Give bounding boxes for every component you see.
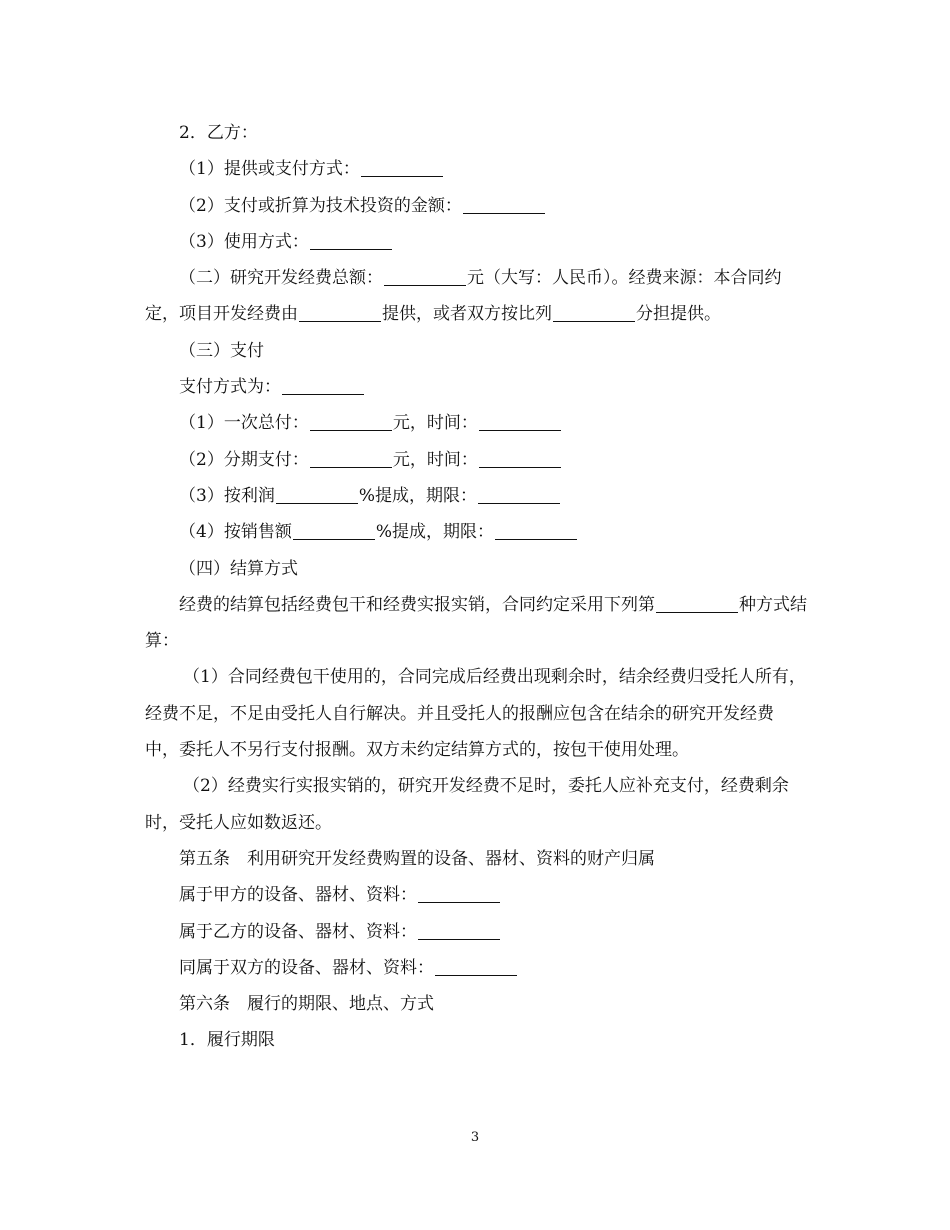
paragraph-text: （四）结算方式 bbox=[179, 558, 298, 579]
fill-in-blank bbox=[418, 922, 500, 940]
paragraph-text: 支付方式为： bbox=[179, 377, 281, 398]
paragraph-text: 元，时间： bbox=[392, 449, 478, 470]
fill-in-blank bbox=[293, 522, 375, 540]
paragraph-text: 种方式结算： bbox=[145, 594, 807, 652]
paragraph-l20 bbox=[145, 986, 807, 1022]
fill-in-blank bbox=[418, 885, 500, 903]
fill-in-blank bbox=[495, 522, 577, 540]
paragraph-text: （2）分期支付： bbox=[179, 449, 309, 470]
paragraph-text: 元，时间： bbox=[392, 413, 478, 434]
paragraph-l6 bbox=[145, 333, 807, 369]
paragraph-l15 bbox=[145, 768, 807, 841]
paragraph-text: （1）一次总付： bbox=[179, 413, 309, 434]
paragraph-text: 第六条 履行的期限、地点、方式 bbox=[179, 994, 434, 1015]
paragraph-l12 bbox=[145, 551, 807, 587]
paragraph-l16 bbox=[145, 841, 807, 877]
paragraph-l5 bbox=[145, 260, 807, 333]
paragraph-l7 bbox=[145, 369, 807, 405]
fill-in-blank bbox=[384, 268, 466, 286]
paragraph-l11 bbox=[145, 514, 807, 550]
fill-in-blank bbox=[656, 595, 738, 613]
page-number: 3 bbox=[470, 1130, 480, 1145]
fill-in-blank bbox=[435, 958, 517, 976]
paragraph-text: 分担提供。 bbox=[636, 304, 721, 325]
fill-in-blank bbox=[479, 413, 561, 431]
paragraph-text: （二）研究开发经费总额： bbox=[179, 268, 383, 289]
paragraph-text: 第五条 利用研究开发经费购置的设备、器材、资料的财产归属 bbox=[179, 848, 655, 869]
paragraph-text: 元（大写：人民币）。经费来源：本合同约定，项目开发经费由 bbox=[145, 268, 782, 325]
paragraph-l13 bbox=[145, 587, 807, 660]
paragraph-text: %提成，期限： bbox=[375, 522, 494, 543]
paragraph-text: （三）支付 bbox=[179, 340, 264, 361]
paragraph-text: （2）经费实行实报实销的，研究开发经费不足时，委托人应补充支付，经费剩余时，受托人应如数返还。 bbox=[145, 776, 789, 833]
paragraph-text: （4）按销售额 bbox=[179, 522, 292, 543]
paragraph-text: （3）按利润 bbox=[179, 485, 275, 506]
paragraph-l4 bbox=[145, 224, 807, 260]
paragraph-l10 bbox=[145, 478, 807, 514]
paragraph-l2 bbox=[145, 151, 807, 187]
fill-in-blank bbox=[463, 196, 545, 214]
paragraph-text: 属于甲方的设备、器材、资料： bbox=[179, 885, 417, 906]
paragraph-text: （3）使用方式： bbox=[179, 231, 309, 252]
fill-in-blank bbox=[299, 304, 381, 322]
paragraph-text: %提成，期限： bbox=[358, 485, 477, 506]
paragraph-text: （1）提供或支付方式： bbox=[179, 159, 360, 180]
paragraph-l21 bbox=[145, 1022, 807, 1058]
paragraph-text: 属于乙方的设备、器材、资料： bbox=[179, 921, 417, 942]
paragraph-text: 提供，或者双方按比列 bbox=[382, 304, 552, 325]
paragraph-l17 bbox=[145, 877, 807, 913]
paragraph-l18 bbox=[145, 914, 807, 950]
fill-in-blank bbox=[553, 304, 635, 322]
fill-in-blank bbox=[310, 450, 392, 468]
paragraph-l9 bbox=[145, 442, 807, 478]
paragraph-text: 2．乙方： bbox=[179, 123, 258, 143]
paragraph-text: （1）合同经费包干使用的，合同完成后经费出现剩余时，结余经费归受托人所有，经费不足，不足由受托人自行解决。并且受托人的报酬应包含在结余的研究开发经费中，委托人不另行支付报酬。双方未约定结算方式的，按包干使用处理。 bbox=[145, 667, 806, 761]
paragraph-l1 bbox=[145, 115, 807, 151]
paragraph-l14 bbox=[145, 659, 807, 768]
fill-in-blank bbox=[478, 486, 560, 504]
fill-in-blank bbox=[282, 377, 364, 395]
fill-in-blank bbox=[276, 486, 358, 504]
fill-in-blank bbox=[361, 159, 443, 177]
fill-in-blank bbox=[310, 232, 392, 250]
fill-in-blank bbox=[310, 413, 392, 431]
paragraph-l3 bbox=[145, 188, 807, 224]
paragraph-text: 同属于双方的设备、器材、资料： bbox=[179, 957, 434, 978]
paragraph-l19 bbox=[145, 950, 807, 986]
document-body bbox=[145, 115, 807, 1059]
paragraph-text: 经费的结算包括经费包干和经费实报实销，合同约定采用下列第 bbox=[179, 594, 655, 615]
paragraph-text: 1．履行期限 bbox=[179, 1030, 275, 1051]
fill-in-blank bbox=[479, 450, 561, 468]
paragraph-l8 bbox=[145, 405, 807, 441]
paragraph-text: （2）支付或折算为技术投资的金额： bbox=[179, 195, 462, 216]
